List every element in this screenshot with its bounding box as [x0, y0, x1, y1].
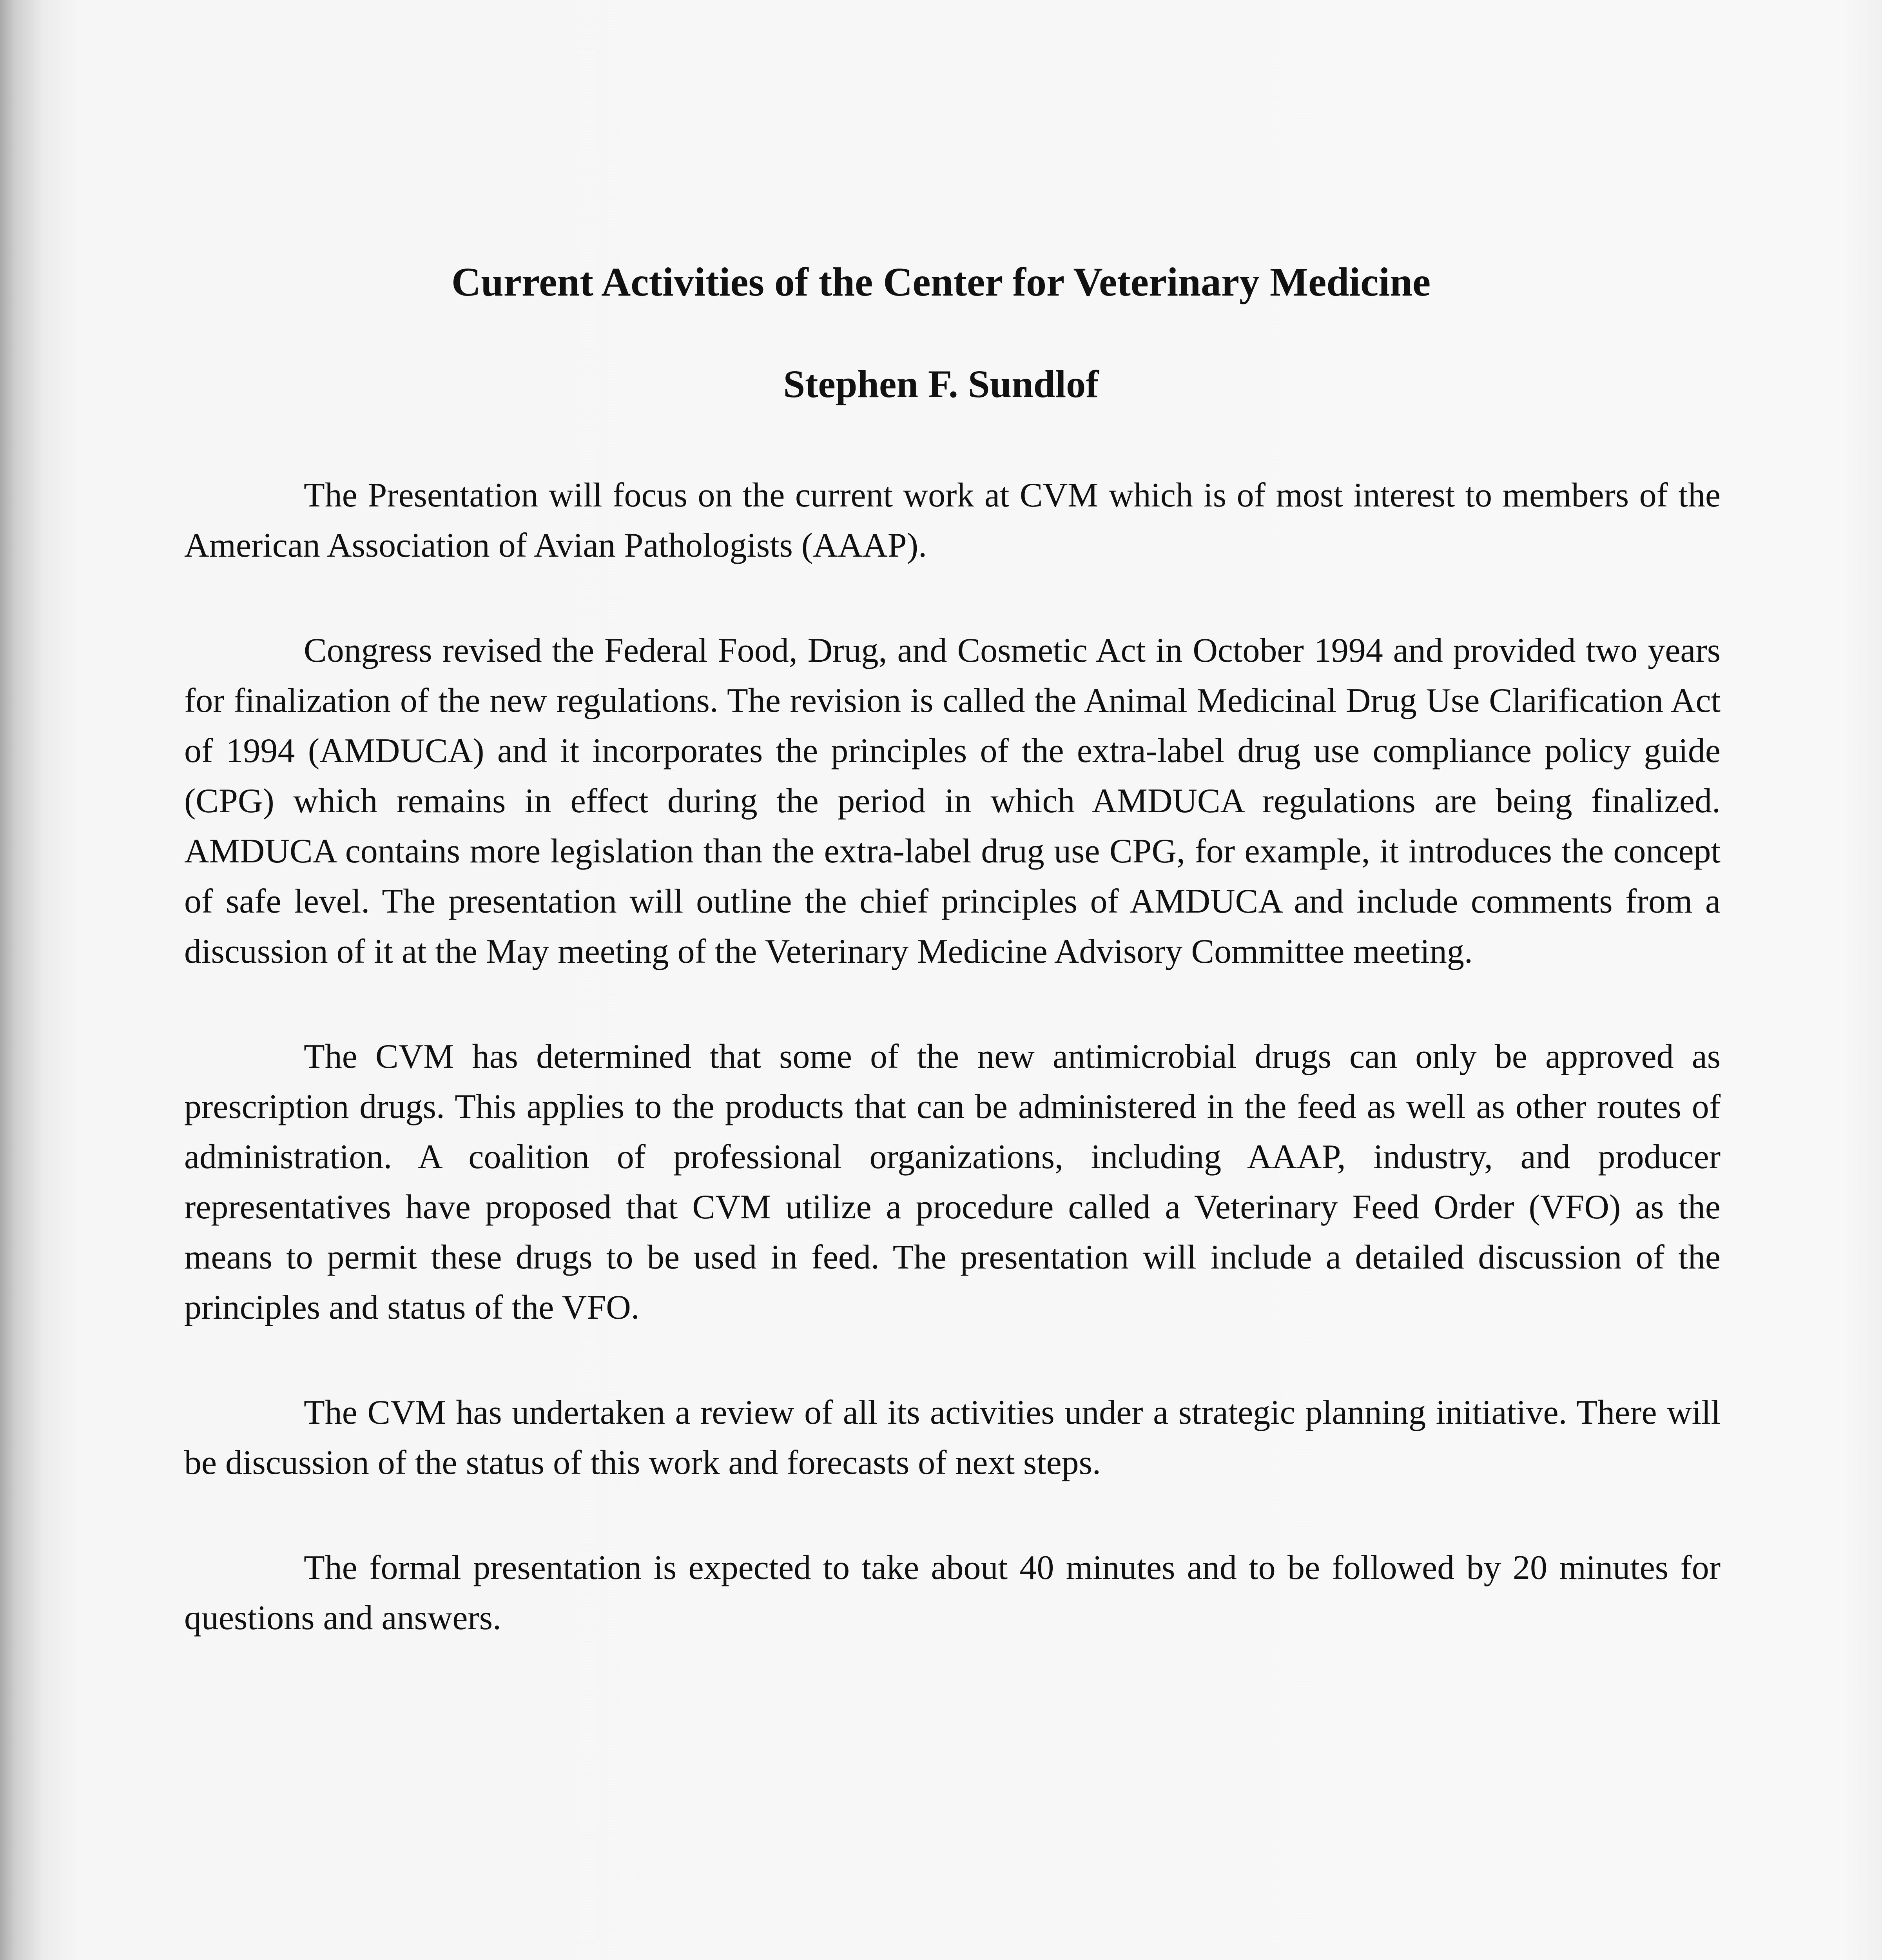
paragraph: The Presentation will focus on the current work at CVM which is of most interest to members of the American Association of Avian Pathologists (AAAP). [184, 476, 1721, 564]
document-title: Current Activities of the Center for Veterinary Medicine [451, 260, 1431, 305]
body-text [184, 470, 1721, 1698]
author-name: Stephen F. Sundlof [783, 362, 1099, 406]
paragraph: The CVM has determined that some of the new antimicrobial drugs can only be approved as prescription drugs. This applies to the products that can be administered in the feed as well as other routes of administration. A coalition of professional organizations, including AAAP, industry, and producer representatives have proposed that CVM utilize a procedure called a Veterinary Feed Order (VFO) as the means to permit these drugs to be used in feed. The presentation will include a detailed discussion of the principles and status of the VFO. [184, 1038, 1721, 1327]
paragraph: Congress revised the Federal Food, Drug, and Cosmetic Act in October 1994 and provided two years for finalization of the new regulations. The revision is called the Animal Medicinal Drug Use Clarification Act of 1994 (AMDUCA) and it incorporates the principles of the extra-label drug use compliance policy guide (CPG) which remains in effect during the period in which AMDUCA regulations are being finalized. AMDUCA contains more legislation than the extra-label drug use CPG, for example, it introduces the concept of safe level. The presentation will outline the chief principles of AMDUCA and include comments from a discussion of it at the May meeting of the Veterinary Medicine Advisory Committee meeting. [184, 632, 1721, 971]
paragraph: The CVM has undertaken a review of all its activities under a strategic planning initiative. There will be discussion of the status of this work and forecasts of next steps. [184, 1394, 1721, 1482]
paragraph: The formal presentation is expected to take about 40 minutes and to be followed by 20 minutes for questions and answers. [184, 1549, 1721, 1637]
